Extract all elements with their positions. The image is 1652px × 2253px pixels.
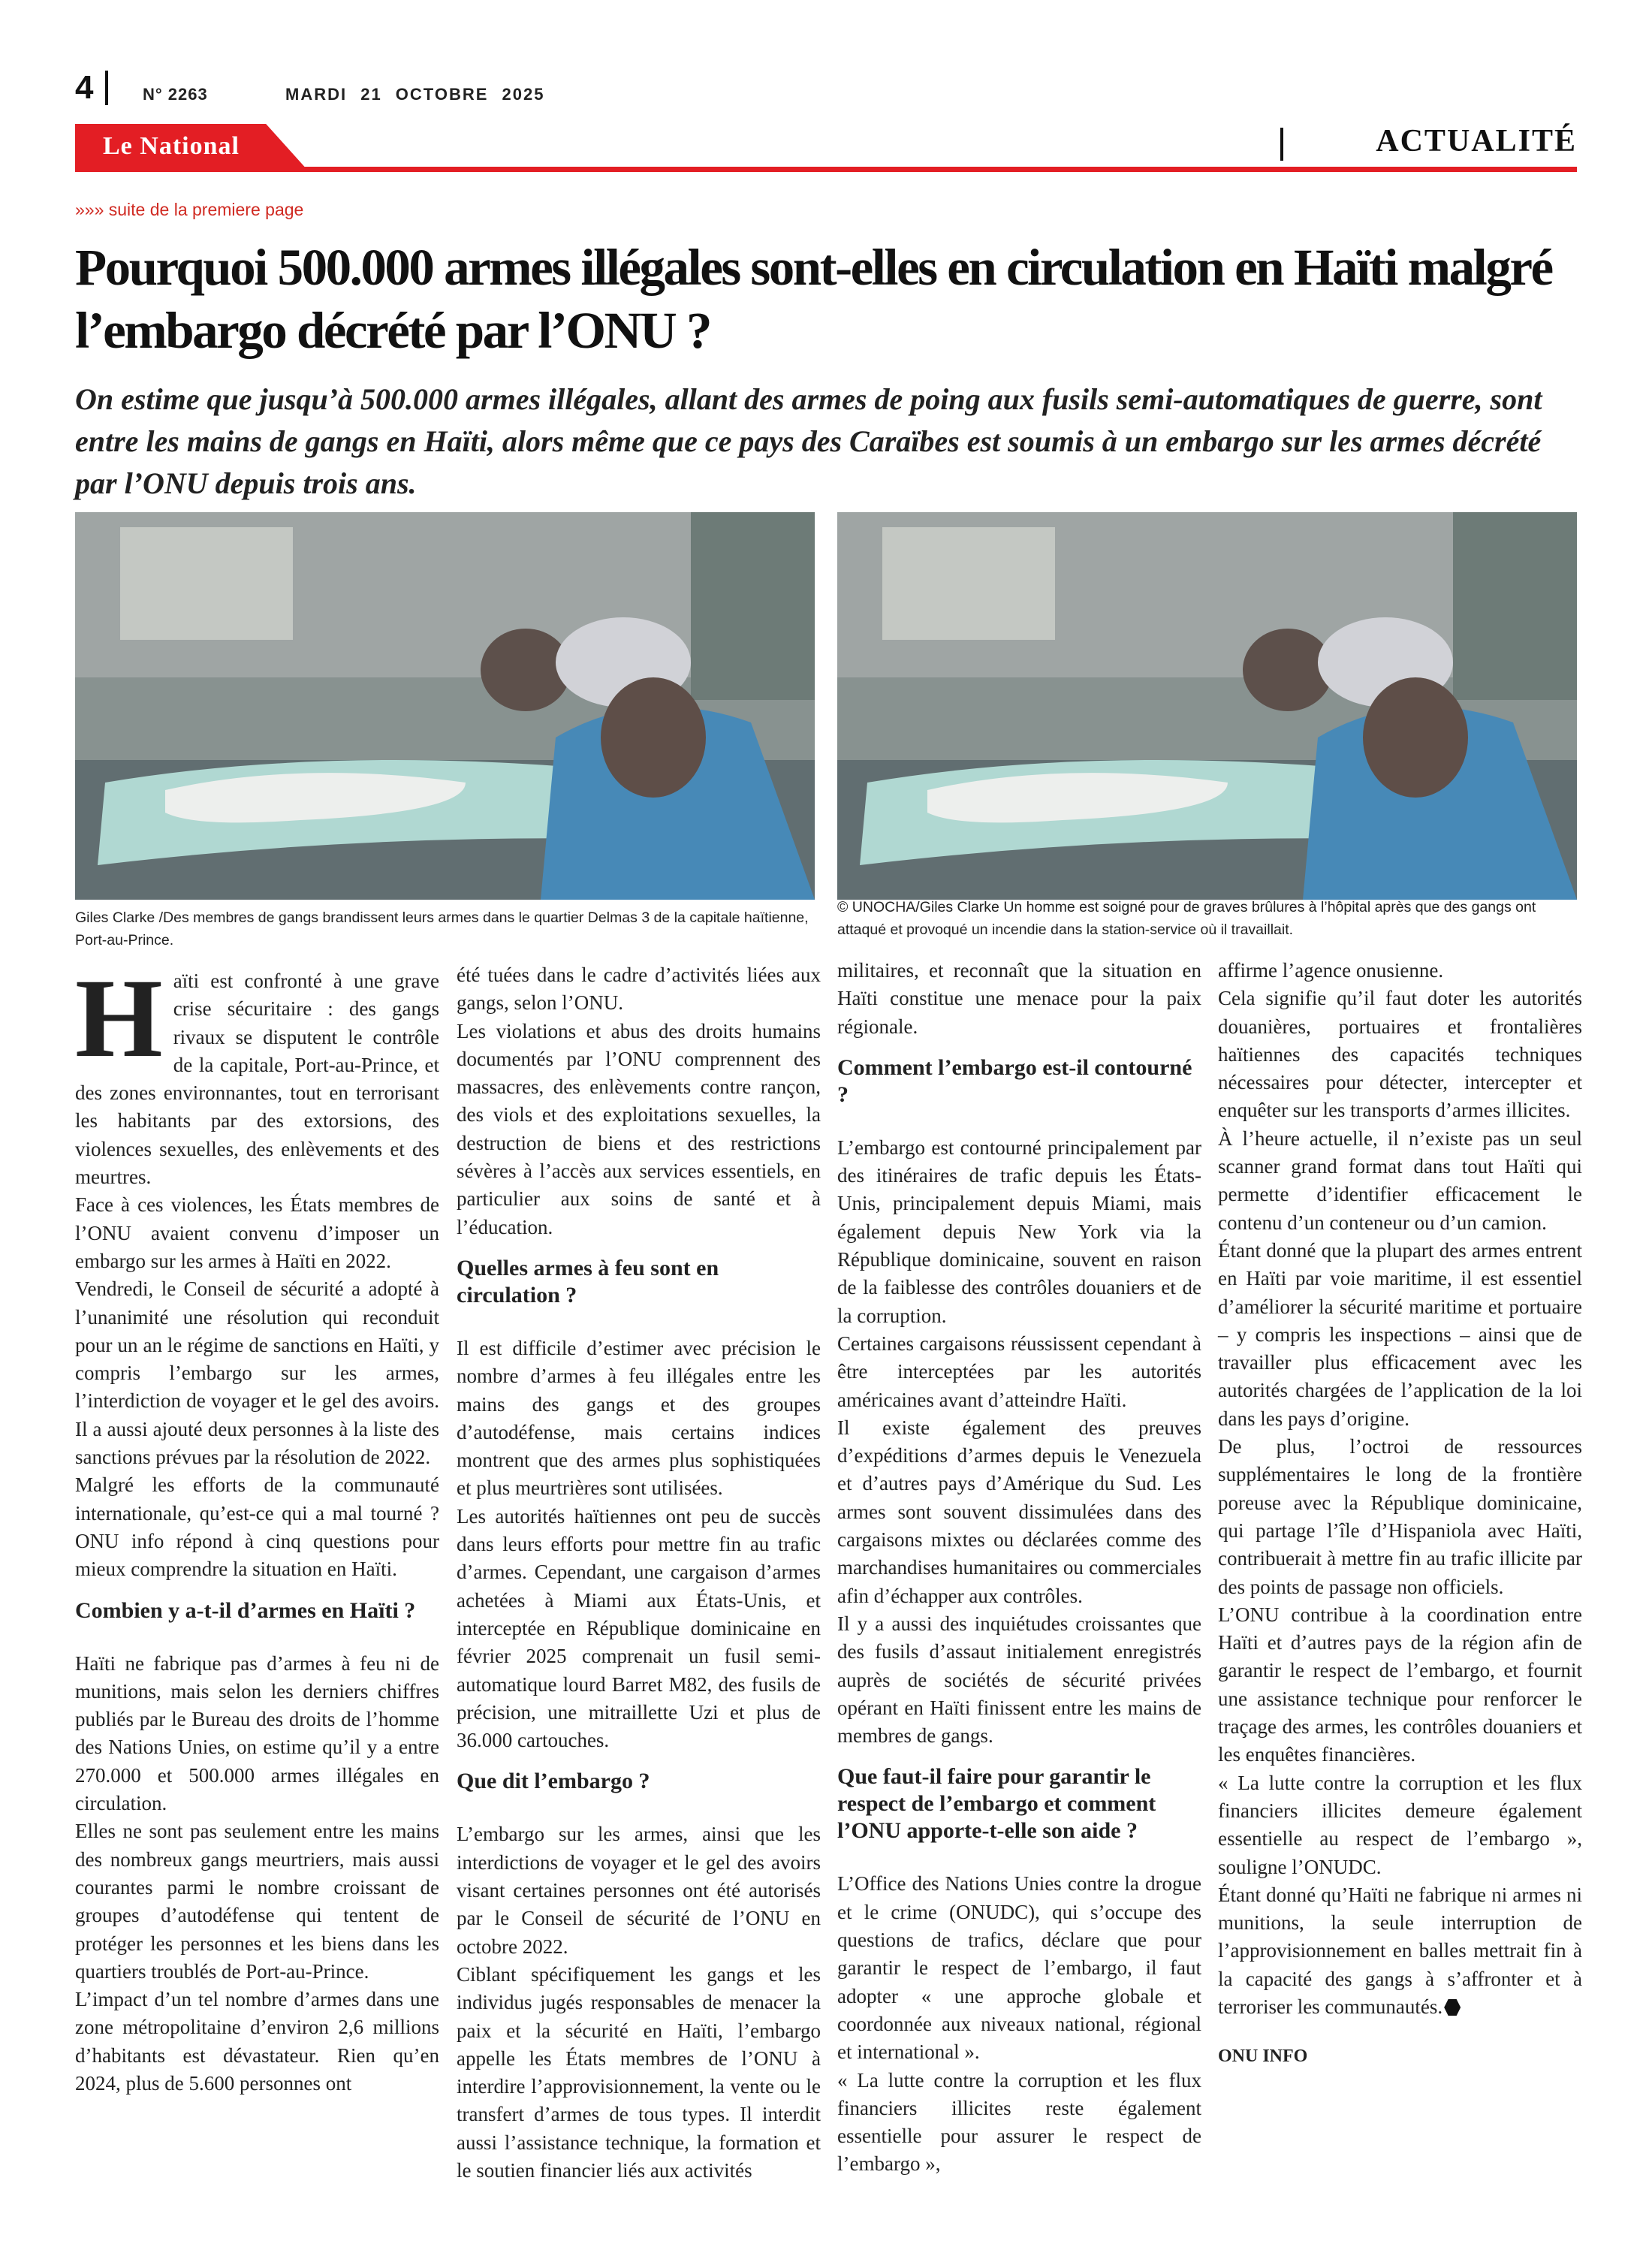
- article-column-2: [457, 961, 821, 2185]
- article-paragraph: Haïti est confronté à une grave crise sécuritaire : des gangs rivaux se disputent le contrôle de la capitale, Port-au-Prince, et des zones environnantes, tout en terrorisant les habitants par des extorsions, des violences sexuelles, des enlèvements et des meurtres.: [75, 956, 439, 1189]
- article-paragraph: Elles ne sont pas seulement entre les mains des nombreux gangs meurtriers, mais aussi courantes parmi le nombre croissant de groupes d’autodéfense qui tentent de protéger les personnes et les biens dans les quartiers troublés de Port-au-Prince.: [75, 1820, 439, 1983]
- photo-caption-1: Giles Clarke /Des membres de gangs brandissent leurs armes dans le quartier Delmas 3 de la capitale haïtienne, Port-au-Prince.: [75, 909, 809, 949]
- article-paragraph: « La lutte contre la corruption et les flux financiers illicites reste également essentielle pour assurer le respect de l’embargo »,: [837, 2068, 1201, 2176]
- header-rule: [75, 167, 1577, 172]
- article-column-4: [1218, 957, 1582, 2067]
- drop-cap: H: [75, 956, 163, 1081]
- article-paragraph: Il existe également des preuves d’expéditions d’armes depuis le Venezuela et d’autres pays d’Amérique du Sud. Les armes sont souvent dissimulées dans des cargaisons mixtes ou déclarées comme des marchandises humanitaires ou commerciales afin d’échapper aux contrôles.: [837, 1416, 1201, 1607]
- article-paragraph: L’embargo est contourné principalement par des itinéraires de trafic depuis les États-Unis, principalement depuis Miami, mais également depuis New York via la République dominicaine, souvent en raison de la faiblesse des contrôles douaniers et de la corruption.: [837, 1136, 1201, 1327]
- article-paragraph: L’embargo sur les armes, ainsi que les interdictions de voyager et le gel des avoirs visant certaines personnes ont été autorisés par le Conseil de sécurité de l’ONU en octobre 2022.: [457, 1823, 821, 1958]
- article-paragraph: L’ONU contribue à la coordination entre Haïti et d’autres pays de la région afin de garantir le respect de l’embargo, et fournit une assistance technique pour renforcer le traçage des armes, les contrôles douaniers et les enquêtes financières.: [1218, 1603, 1582, 1766]
- subheading: Combien y a-t-il d’armes en Haïti ?: [75, 1597, 416, 1623]
- article-column-1: [75, 956, 439, 2098]
- article-paragraph: Il est difficile d’estimer avec précision le nombre d’armes à feu illégales entre les mains des gangs et des groupes d’autodéfense, mais certains indices montrent que des armes plus sophistiquées et plus meurtrières sont utilisées.: [457, 1336, 821, 1500]
- subheading: Que dit l’embargo ?: [457, 1769, 650, 1794]
- article-paragraph: Les violations et abus des droits humains documentés par l’ONU comprennent des massacres, des enlèvements contre rançon, des viols et des exploitations sexuelles, la destruction de biens et des restrictions sévères à l’accès aux services essentiels, en particulier aux soins de santé et à l’éducation.: [457, 1019, 821, 1238]
- article-paragraph: Ciblant spécifiquement les gangs et les individus jugés responsables de menacer la paix et la sécurité en Haïti, l’embargo appelle les États membres de l’ONU à interdire l’approvisionnement, la vente ou le transfert d’armes de tous types. Il interdit aussi l’assistance technique, la formation et le soutien financier liés aux activités: [457, 1962, 821, 2182]
- article-paragraph: À l’heure actuelle, il n’existe pas un seul scanner grand format dans tout Haïti qui permette d’identifier efficacement le contenu d’un conteneur ou d’un camion.: [1218, 1126, 1582, 1234]
- photo-caption-2: © UNOCHA/Giles Clarke Un homme est soigné pour de graves brûlures à l’hôpital après que des gangs ont attaqué et provoqué un incendie dans la station-service où il travaillait.: [837, 899, 1536, 938]
- publication-date: MARDI 21 OCTOBRE 2025: [285, 85, 545, 104]
- article-signature: ONU INFO: [1218, 2046, 1308, 2067]
- article-paragraph: De plus, l’octroi de ressources supplémentaires le long de la frontière poreuse avec la République dominicaine, qui partage l’île d’Hispaniola avec Haïti, contribuerait à mettre fin au trafic illicite par des points de passage non officiels.: [1218, 1435, 1582, 1598]
- page-number: 4: [75, 69, 94, 106]
- article-paragraph: Il y a aussi des inquiétudes croissantes que des fusils d’assaut initialement enregistrés auprès de sociétés de sécurité privées opérant en Haïti finissent entre les mains de membres de gangs.: [837, 1612, 1201, 1748]
- article-paragraph: affirme l’agence onusienne.: [1218, 959, 1444, 982]
- article-paragraph: Vendredi, le Conseil de sécurité a adopté à l’unanimité une résolution qui reconduit pour un an le régime de sanctions en Haïti, y compris l’embargo sur les armes, l’interdiction de voyager et le gel des avoirs. Il a aussi ajouté deux personnes à la liste des sanctions prévues par la résolution de 2022.: [75, 1277, 439, 1469]
- article-paragraph: « La lutte contre la corruption et les flux financiers illicites demeure également essentielle au respect de l’embargo », souligne l’ONUDC.: [1218, 1771, 1582, 1878]
- article-paragraph: Cela signifie qu’il faut doter les autorités douanières, portuaires et frontalières haïtiennes des capacités techniques nécessaires pour détecter, intercepter et enquêter sur les transports d’armes illicites.: [1218, 987, 1582, 1122]
- subheading: Que faut-il faire pour garantir le respect de l’embargo et comment l’ONU apporte-t-elle son aide ?: [837, 1764, 1156, 1844]
- article-paragraph: Certaines cargaisons réussissent cependant à être interceptées par les autorités américaines avant d’atteindre Haïti.: [837, 1332, 1201, 1411]
- article-photo-2: [837, 512, 1577, 900]
- article-column-3: [837, 957, 1201, 2179]
- article-paragraph: L’impact d’un tel nombre d’armes dans une zone métropolitaine d’environ 2,6 millions d’habitants est dévastateur. Rien qu’en 2024, plus de 5.600 personnes ont: [75, 1988, 439, 2095]
- article-paragraph: militaires, et reconnaît que la situation en Haïti constitue une menace pour la paix régionale.: [837, 959, 1201, 1038]
- article-paragraph: Étant donné qu’Haïti ne fabrique ni armes ni munitions, la seule interruption de l’approvisionnement en balles mettrait fin à la capacité des gangs à s’affronter et à terroriser les communautés.: [1218, 1883, 1582, 2018]
- subheading: Quelles armes à feu sont en circulation ?: [457, 1255, 719, 1307]
- section-label: ACTUALITÉ: [1376, 124, 1577, 158]
- article-paragraph: Malgré les efforts de la communauté internationale, qu’est-ce qui a mal tourné ? ONU info répond à cinq questions pour mieux comprendre la situation en Haïti.: [75, 1473, 439, 1581]
- article-headline: Pourquoi 500.000 armes illégales sont-elles en circulation en Haïti malgré l’embargo décrété par l’ONU ?: [75, 239, 1552, 359]
- article-paragraph: L’Office des Nations Unies contre la drogue et le crime (ONUDC), qui s’occupe des questions de trafics, déclare que pour garantir le respect de l’embargo, il faut adopter « une approche globale et coordonnée aux niveaux national, régional et international ».: [837, 1872, 1201, 2064]
- article-paragraph: été tuées dans le cadre d’activités liées aux gangs, selon l’ONU.: [457, 964, 821, 1015]
- page-number-divider: [105, 71, 108, 105]
- article-photo-1: [75, 512, 815, 900]
- brand-logo: Le National: [103, 132, 240, 160]
- article-lead: On estime que jusqu’à 500.000 armes illégales, allant des armes de poing aux fusils semi-automatiques de guerre, sont entre les mains de gangs en Haïti, alors même que ce pays des Caraïbes est soumis à un embargo sur les armes décrété par l’ONU depuis trois ans.: [75, 382, 1542, 500]
- article-paragraph: Face à ces violences, les États membres de l’ONU avaient convenu d’imposer un embargo sur les armes à Haïti en 2022.: [75, 1193, 439, 1272]
- article-paragraph: Les autorités haïtiennes ont peu de succès dans leurs efforts pour mettre fin au trafic d’armes. Cependant, une cargaison d’armes achetées à Miami aux États-Unis, et interceptée en République dominicaine en février 2025 comprenait un fusil semi-automatique lourd Barret M82, des fusils de précision, une mitraillette Uzi et plus de 36.000 cartouches.: [457, 1504, 821, 1752]
- article-paragraph: Étant donné que la plupart des armes entrent en Haïti par voie maritime, il est essentiel d’améliorer la sécurité maritime et portuaire – y compris les inspections – ainsi que de travailler plus efficacement avec les autorités chargées de l’application de la loi dans les pays d’origine.: [1218, 1238, 1582, 1430]
- section-divider: [1280, 128, 1283, 161]
- end-of-article-icon: [1444, 1999, 1461, 2016]
- article-paragraph: Haïti ne fabrique pas d’armes à feu ni de munitions, mais selon les derniers chiffres publiés par le Bureau des droits de l’homme des Nations Unies, on estime qu’il y a entre 270.000 et 500.000 armes illégales en circulation.: [75, 1651, 439, 1815]
- subheading: Comment l’embargo est-il contourné ?: [837, 1054, 1192, 1107]
- issue-number: N° 2263: [143, 85, 208, 104]
- continuation-note: »»» suite de la premiere page: [75, 200, 304, 219]
